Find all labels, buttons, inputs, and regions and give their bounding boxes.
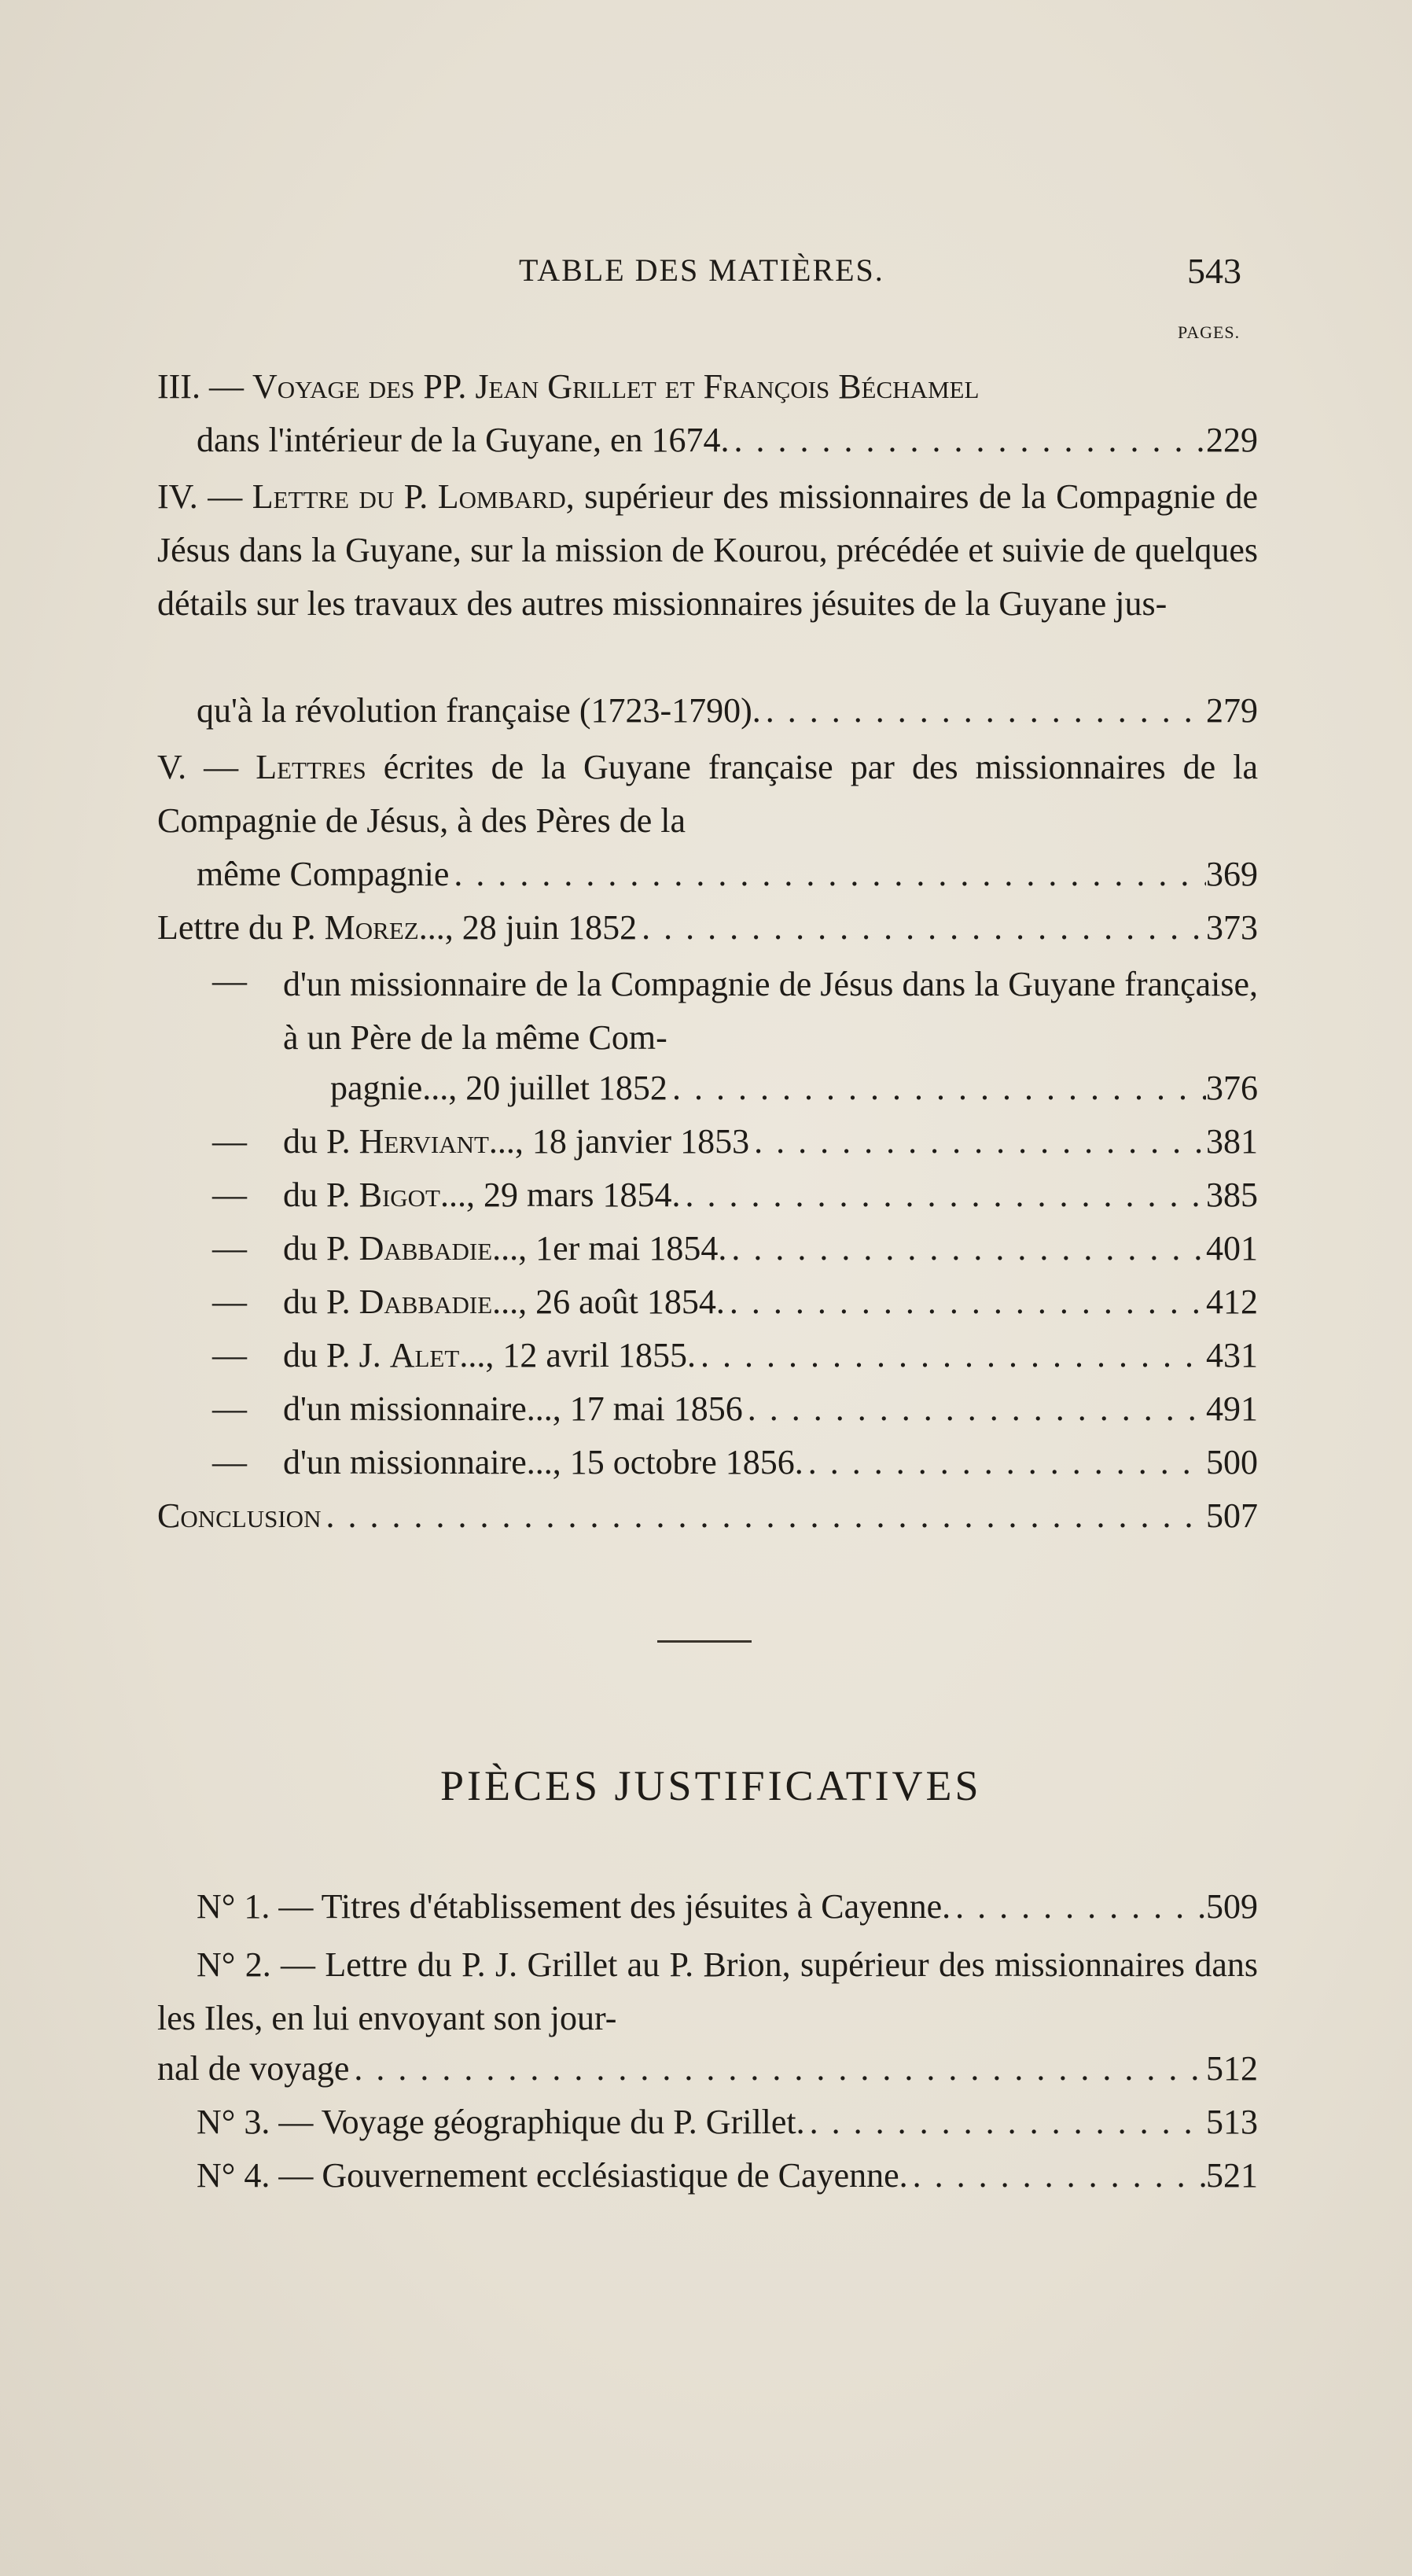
letter-dash: —: [212, 1282, 247, 1321]
letter-bigot: du P. Bigot..., 29 mars 1854. . . . 385: [283, 1172, 1258, 1219]
letter-missionnaire-line: pagnie..., 20 juillet 1852 . . . 376: [330, 1065, 1258, 1112]
conclusion-entry: Conclusion . . . 507: [157, 1492, 1258, 1540]
letter-missionnaire-1856a: d'un missionnaire..., 17 mai 1856 . . . 491: [283, 1386, 1258, 1433]
piece-1: N° 1. — Titres d'établissement des jésuites à Cayenne. . . . 509: [197, 1883, 1258, 1930]
letter-dash: —: [212, 1122, 247, 1161]
letter-dash: —: [212, 1443, 247, 1481]
entry-v-line: même Compagnie . . . 369: [197, 851, 1258, 898]
pages-column-label: PAGES.: [1178, 322, 1241, 342]
entry-iv-page: 279: [1206, 691, 1258, 730]
letter-herviant: du P. Herviant..., 18 janvier 1853 . . . 381: [283, 1118, 1258, 1165]
entry-iii-line: dans l'intérieur de la Guyane, en 1674. . . . 229: [197, 417, 1258, 464]
page-number: 543: [1187, 251, 1241, 291]
letter-alet: du P. J. Alet..., 12 avril 1855. . . . 431: [283, 1332, 1258, 1379]
running-header-title: TABLE DES MATIÈRES.: [519, 252, 884, 288]
entry-iv-text: IV. — Lettre du P. Lombard, supérieur des missionnaires de la Compagnie de Jésus dans la Guyane, sur la mission de Kourou, précédée et suivie de quelques détails sur les travaux des autres missionnaires jésuites de la Guyane jus-: [157, 477, 1259, 623]
letter-missionnaire-1856b: d'un missionnaire..., 15 octobre 1856. . . . 500: [283, 1439, 1258, 1486]
letter-dash: —: [212, 1176, 247, 1214]
piece-2-line: nal de voyage . . . 512: [157, 2045, 1258, 2092]
letter-dash: —: [212, 962, 247, 1000]
piece-2-text: N° 2. — Lettre du P. J. Grillet au P. Brion, supérieur des missionnaires dans les Iles, en lui envoyant son jour-: [157, 1945, 1258, 2037]
entry-v-page: 369: [1206, 855, 1258, 893]
section-title: PIÈCES JUSTIFICATIVES: [440, 1762, 982, 1809]
entry-v-text: V. — Lettres écrites de la Guyane française par des missionnaires de la Compagnie de Jésus, à des Pères de la: [157, 748, 1259, 840]
letter-missionnaire-text: d'un missionnaire de la Compagnie de Jésus dans la Guyane française, à un Père de la même Com-: [283, 965, 1258, 1057]
entry-iii-page: 229: [1206, 421, 1258, 459]
section-divider: [657, 1640, 752, 1643]
letter-morez: Lettre du P. Morez..., 28 juin 1852 . . . 373: [157, 904, 1258, 951]
letter-dash: —: [212, 1229, 247, 1268]
entry-iii-heading: III. — Voyage des PP. Jean Grillet et François Béchamel: [157, 367, 980, 406]
entry-iv-line: qu'à la révolution française (1723-1790). . . . 279: [197, 687, 1258, 734]
letter-dabbadie-1: du P. Dabbadie..., 1er mai 1854. . . . 401: [283, 1225, 1258, 1272]
letter-dabbadie-2: du P. Dabbadie..., 26 août 1854. . . . 412: [283, 1279, 1258, 1326]
piece-3: N° 3. — Voyage géographique du P. Grillet. . . . 513: [197, 2099, 1258, 2146]
letter-dash: —: [212, 1336, 247, 1374]
piece-4: N° 4. — Gouvernement ecclésiastique de Cayenne. . . . 521: [197, 2152, 1258, 2199]
letter-dash: —: [212, 1389, 247, 1428]
